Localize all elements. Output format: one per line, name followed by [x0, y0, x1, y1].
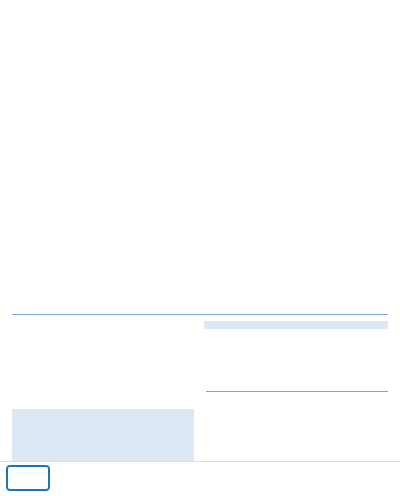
- panel-a-diagram: [0, 40, 400, 140]
- section-paragraph: [206, 396, 388, 461]
- footer-banner: [0, 461, 400, 496]
- caption-divider: [12, 314, 388, 315]
- panel-b-diagram: [0, 148, 400, 238]
- section-underline: [206, 391, 388, 392]
- running-header: [10, 6, 14, 12]
- setabook-logo: [6, 465, 50, 491]
- summary-box: [12, 409, 194, 461]
- section-heading: [206, 373, 214, 387]
- callout-box: [204, 321, 388, 329]
